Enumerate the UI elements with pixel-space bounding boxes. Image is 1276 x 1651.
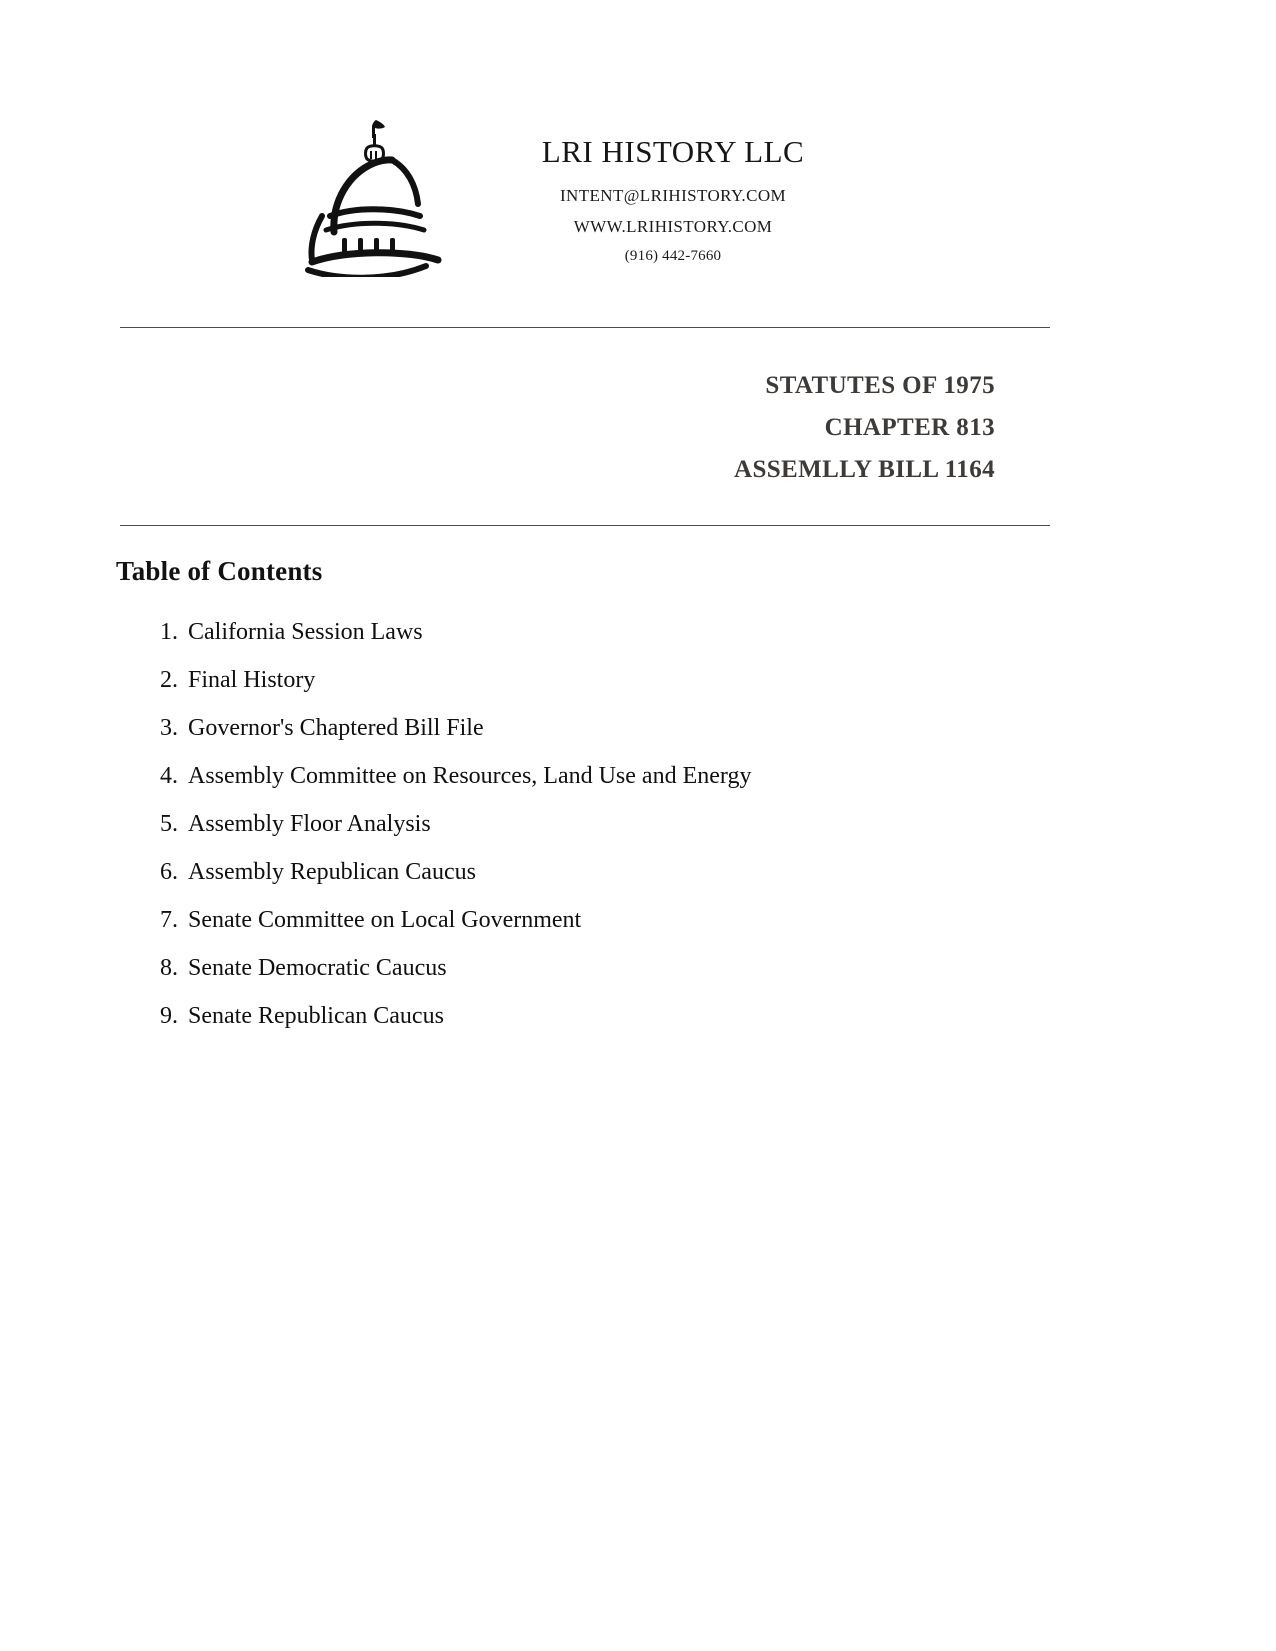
org-phone: (916) 442-7660	[624, 248, 722, 264]
list-item-label: Senate Committee on Local Government	[188, 907, 582, 933]
list-item-number: 2.	[160, 667, 178, 693]
letterhead	[0, 0, 1276, 272]
list-item-number: 8.	[160, 955, 178, 981]
list-item-number: 6.	[160, 859, 178, 885]
title-chapter: CHAPTER 813	[824, 414, 995, 441]
list-item[interactable]	[140, 810, 1000, 838]
list-item-label: Governor's Chaptered Bill File	[188, 715, 484, 741]
divider-top	[120, 327, 1050, 328]
list-item-number: 5.	[160, 811, 178, 837]
list-item[interactable]	[140, 714, 1000, 742]
list-item-label: Senate Democratic Caucus	[188, 955, 447, 981]
list-item-label: Assembly Committee on Resources, Land Use and Energy	[188, 763, 752, 789]
list-item-number: 7.	[160, 907, 178, 933]
list-item-label: Senate Republican Caucus	[188, 1003, 444, 1029]
list-item[interactable]	[140, 1002, 1000, 1030]
document-title	[120, 365, 995, 491]
list-item-label: Final History	[188, 667, 316, 693]
org-name: LRI HISTORY LLC	[541, 134, 805, 169]
list-item[interactable]	[140, 906, 1000, 934]
org-website: WWW.LRIHISTORY.COM	[573, 217, 773, 236]
list-item-label: Assembly Floor Analysis	[188, 811, 431, 837]
title-statutes: STATUTES OF 1975	[765, 372, 995, 399]
list-item-number: 4.	[160, 763, 178, 789]
capitol-dome-icon	[300, 112, 450, 272]
list-item[interactable]	[140, 666, 1000, 694]
list-item-number: 1.	[160, 619, 178, 645]
list-item[interactable]	[140, 858, 1000, 886]
list-item-label: Assembly Republican Caucus	[188, 859, 476, 885]
list-item[interactable]	[140, 762, 1000, 790]
divider-bottom	[120, 525, 1050, 526]
list-item-label: California Session Laws	[188, 619, 423, 645]
list-item[interactable]	[140, 954, 1000, 982]
list-item-number: 3.	[160, 715, 178, 741]
organization-info	[450, 112, 1276, 265]
toc-heading: Table of Contents	[116, 556, 323, 586]
org-email: INTENT@LRIHISTORY.COM	[559, 186, 787, 205]
list-item[interactable]	[140, 618, 1000, 646]
list-item-number: 9.	[160, 1003, 178, 1029]
toc-list	[140, 618, 1000, 1050]
title-bill: ASSEMLLY BILL 1164	[733, 456, 995, 483]
